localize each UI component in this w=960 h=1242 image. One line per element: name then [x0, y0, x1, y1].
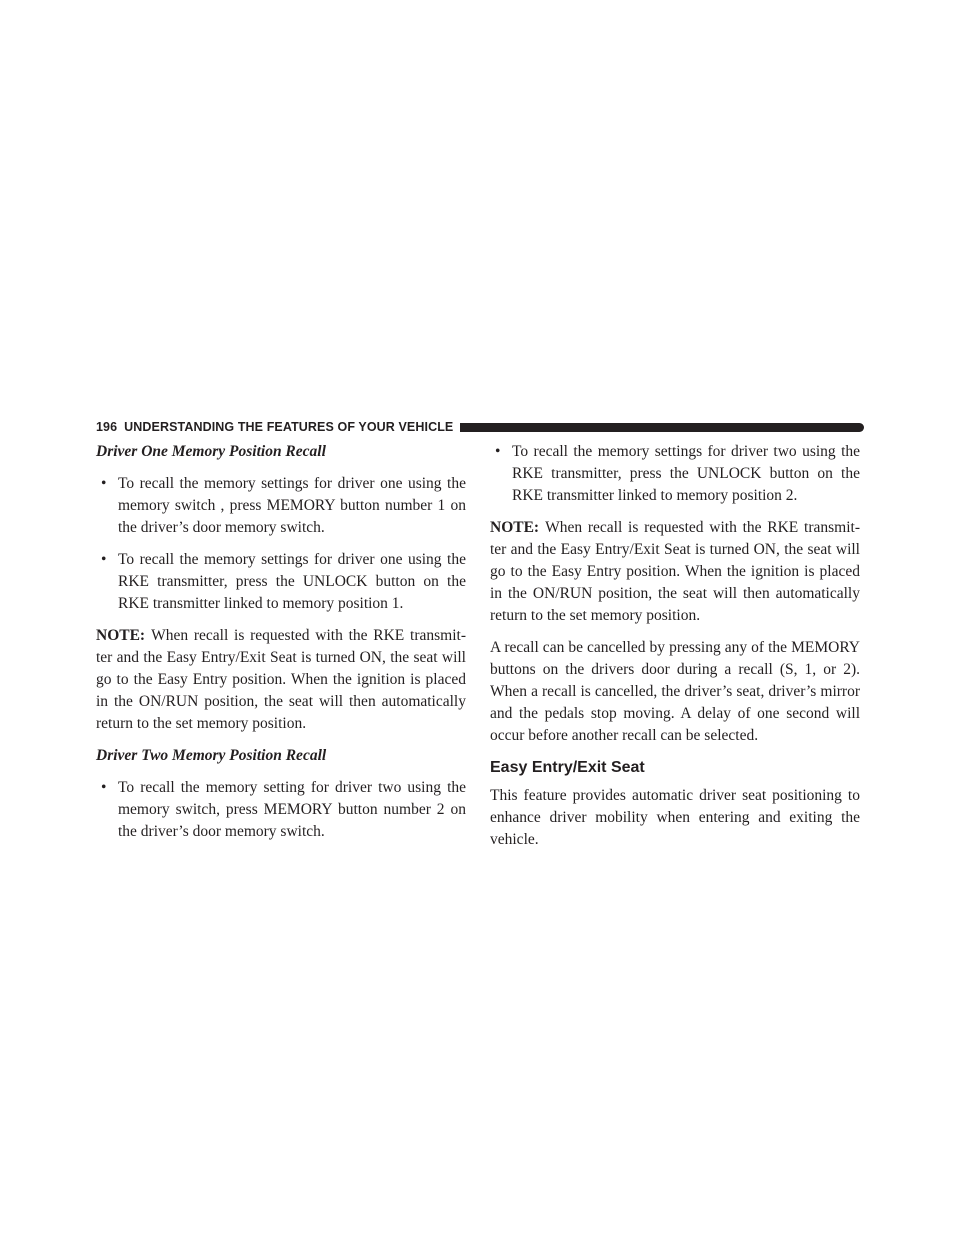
recall-cancel-paragraph: A recall can be cancelled by pressing any of the MEMORY buttons on the drivers door during a recall (S, 1, or 2). When a recall is cancelled, the driver’s seat, driver’s mirror and the pedals stop moving. A delay of one second will occur before another recall can be selected.: [490, 639, 860, 744]
note-text: When recall is requested with the RKE transmit-ter and the Easy Entry/Exit Seat is turned ON, the seat will go to the Easy Entry position. When the ignition is placed in the ON/RUN position, the seat will then automatically return to the set memory position.: [490, 519, 860, 624]
right-column: [490, 441, 860, 861]
bullet-item: [96, 473, 466, 539]
driver-two-heading: Driver Two Memory Position Recall: [96, 747, 327, 764]
driver-one-heading: Driver One Memory Position Recall: [96, 443, 326, 460]
note-text: When recall is requested with the RKE transmit-ter and the Easy Entry/Exit Seat is turned ON, the seat will go to the Easy Entry position. When the ignition is placed in the ON/RUN position, the seat will then automatically return to the set memory position.: [96, 627, 466, 732]
bullet-text: To recall the memory settings for driver two using the RKE transmitter, press the UNLOCK button on the RKE transmitter linked to memory position 2.: [512, 443, 860, 504]
header-rule-bar: [460, 423, 864, 432]
bullet-icon: •: [101, 551, 107, 568]
bullet-text: To recall the memory settings for driver one using the RKE transmitter, press the UNLOCK button on the RKE transmitter linked to memory position 1.: [118, 551, 466, 612]
bullet-icon: •: [101, 475, 107, 492]
note-paragraph: [490, 517, 860, 627]
bullet-text: To recall the memory settings for driver one using the memory switch , press MEMORY button number 1 on the driver’s door memory switch.: [118, 475, 466, 536]
bullet-icon: •: [495, 443, 501, 460]
running-header-title: UNDERSTANDING THE FEATURES OF YOUR VEHICLE: [124, 420, 454, 434]
note-label: NOTE:: [96, 627, 146, 644]
note-label: NOTE:: [490, 519, 540, 536]
bullet-item: [96, 777, 466, 843]
bullet-icon: •: [101, 779, 107, 796]
bullet-item: [490, 441, 860, 507]
bullet-text: To recall the memory setting for driver two using the memory switch, press MEMORY button number 2 on the driver’s door memory switch.: [118, 779, 466, 840]
page-number: 196: [96, 420, 118, 434]
page-header: [96, 419, 864, 435]
bullet-item: [96, 549, 466, 615]
easy-entry-paragraph: This feature provides automatic driver seat positioning to enhance driver mobility when entering and exiting the vehicle.: [490, 787, 860, 848]
easy-entry-heading: Easy Entry/Exit Seat: [490, 759, 645, 776]
note-paragraph: [96, 625, 466, 735]
left-column: [96, 441, 466, 853]
